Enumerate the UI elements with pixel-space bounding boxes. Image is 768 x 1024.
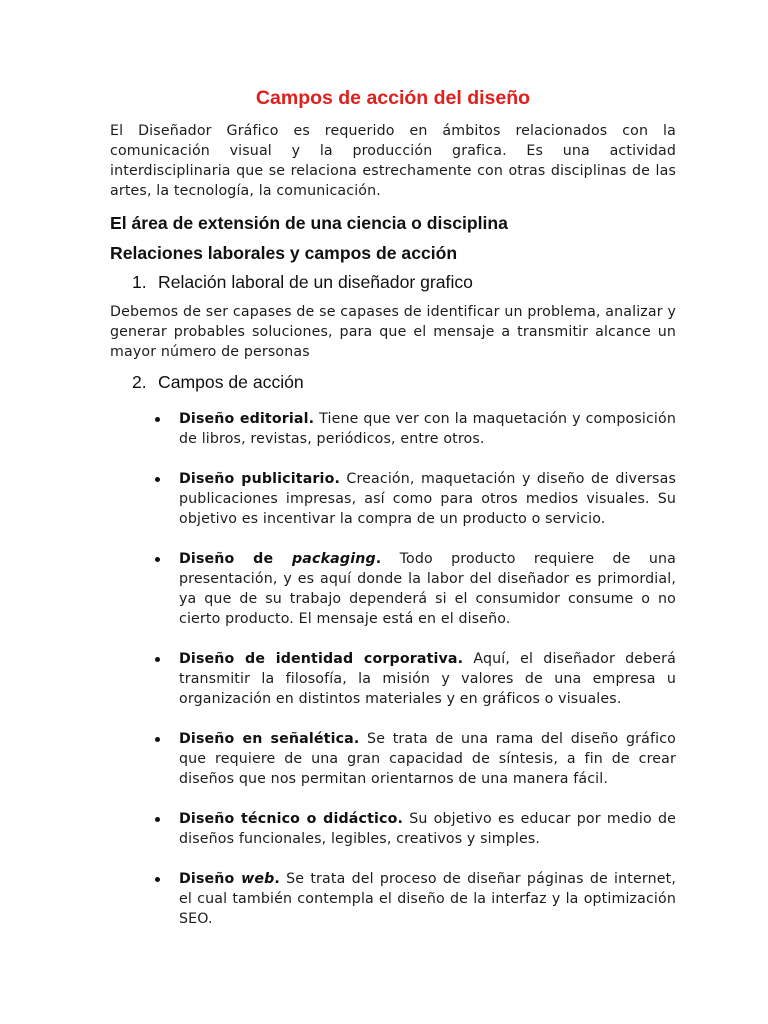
list-item-publicitario — [110, 469, 676, 529]
list-item-lead: Diseño en señalética. — [179, 731, 360, 747]
list-item-description: Se trata de una rama del diseño gráfico que requiere de una gran capacidad de síntesis, a fin de crear diseños que nos permitan orientarnos de una manera fácil. — [179, 731, 676, 787]
bullet-icon — [110, 469, 179, 529]
list-item-lead-italic: web — [241, 871, 275, 887]
numbered-item-number: 2. — [132, 372, 147, 392]
numbered-item-label: Relación laboral de un diseñador grafico — [158, 272, 473, 292]
list-item-lead-start: Diseño de — [179, 551, 292, 567]
list-item-lead-start: Diseño — [179, 871, 242, 887]
bullet-icon — [110, 649, 179, 709]
list-item-lead: Diseño publicitario. — [179, 471, 341, 487]
numbered-item-1 — [110, 270, 676, 294]
list-item-identidad-corporativa — [110, 649, 676, 709]
numbered-item-label: Campos de acción — [158, 372, 304, 392]
heading-relaciones-laborales: Relaciones laborales y campos de acción — [110, 243, 458, 263]
list-item-lead: Diseño de identidad corporativa. — [179, 651, 464, 667]
bullet-icon — [110, 409, 179, 449]
heading-area-extension: El área de extensión de una ciencia o disciplina — [110, 213, 508, 233]
page-title: Campos de acción del diseño — [255, 87, 531, 109]
bullet-icon — [110, 809, 179, 849]
bullet-icon — [110, 549, 179, 629]
list-item-lead — [179, 871, 280, 887]
list-item-lead: Diseño editorial. — [179, 411, 315, 427]
list-item-description: Tiene que ver con la maquetación y composición de libros, revistas, periódicos, entre otros. — [179, 411, 676, 447]
list-item-lead-italic: packaging — [291, 551, 376, 567]
list-item-text — [179, 549, 676, 629]
list-item-lead: Diseño técnico o didáctico. — [179, 811, 404, 827]
numbered-item-number: 1. — [132, 272, 147, 292]
list-item-senaletica — [110, 729, 676, 789]
list-item-text — [179, 649, 676, 709]
list-item-text — [179, 809, 676, 849]
list-item-description: Se trata del proceso de diseñar páginas de internet, el cual también contempla el diseño de la interfaz y la optimización SEO. — [179, 871, 677, 927]
numbered-item-2 — [110, 370, 676, 394]
intro-paragraph: El Diseñador Gráfico es requerido en ámbitos relacionados con la comunicación visual y la producción grafica. Es una actividad interdisciplinaria que se relaciona estrechamente con otras disciplinas de las artes, la tecnología, la comunicación. — [110, 123, 676, 199]
list-item-web — [110, 869, 676, 929]
document-page — [110, 84, 676, 929]
list-item-lead-end: . — [274, 871, 280, 887]
list-item-text — [179, 869, 676, 929]
list-item-lead-end: . — [375, 551, 382, 567]
list-item-tecnico-didactico — [110, 809, 676, 849]
list-item-text — [179, 469, 676, 529]
list-item-description: Creación, maquetación y diseño de diversas publicaciones impresas, así como para otros medios visuales. Su objetivo es incentivar la compra de un producto o servicio. — [179, 471, 676, 527]
bullet-icon — [110, 869, 179, 929]
list-item-description: Todo producto requiere de una presentación, y es aquí donde la labor del diseñador es primordial, ya que de su trabajo dependerá si el consumidor consume o no cierto producto. El mensaje está en el diseño. — [179, 551, 676, 627]
paragraph-debemos: Debemos de ser capases de se capases de identificar un problema, analizar y generar probables soluciones, para que el mensaje a transmitir alcance un mayor número de personas — [110, 304, 676, 360]
list-item-text — [179, 409, 676, 449]
list-item-editorial — [110, 409, 676, 449]
design-fields-list — [110, 409, 676, 929]
list-item-description: Su objetivo es educar por medio de diseños funcionales, legibles, creativos y simples. — [179, 811, 676, 847]
list-item-packaging — [110, 549, 676, 629]
list-item-text — [179, 729, 676, 789]
list-item-lead — [179, 551, 381, 567]
bullet-icon — [110, 729, 179, 789]
list-item-description: Aquí, el diseñador deberá transmitir la filosofía, la misión y valores de una empresa u organización en distintos materiales y en gráficos o visuales. — [179, 651, 676, 707]
